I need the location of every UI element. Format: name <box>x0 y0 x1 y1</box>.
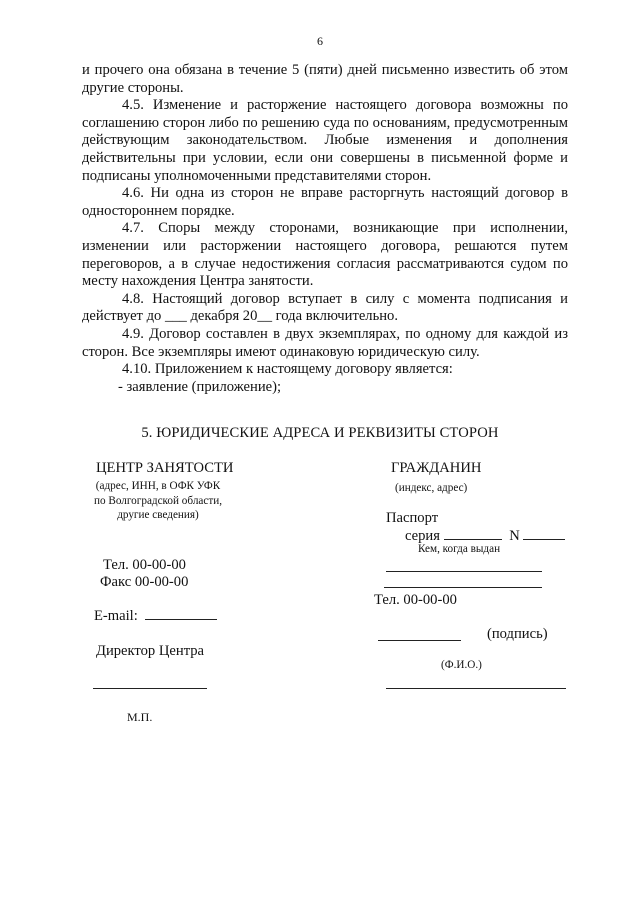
section-heading: 5. ЮРИДИЧЕСКИЕ АДРЕСА И РЕКВИЗИТЫ СТОРОН <box>141 425 499 441</box>
center-email <box>94 607 217 625</box>
issued-line-1[interactable] <box>386 571 542 572</box>
director-label: Директор Центра <box>96 643 205 659</box>
stamp-place: М.П. <box>127 710 153 724</box>
clause-4-8: 4.8. Настоящий договор вступает в силу с момента подписания и действует до ___ декабря 20__ года включительно. <box>82 290 568 325</box>
page-number: 6 <box>317 34 323 48</box>
email-label: E-mail: <box>94 608 138 624</box>
number-label: N <box>509 528 520 544</box>
citizen-fio-line[interactable] <box>386 688 566 689</box>
clause-4-10: 4.10. Приложением к настоящему договору является: <box>122 361 453 378</box>
clause-4-5: 4.5. Изменение и расторжение настоящего договора возможны по соглашению сторон либо по решению суда по основаниям, предусмотренным действующим законодательством. Любые изменения и дополнения действительны при условии, если они совершены в письменной форме и подписаны уполномоченными представителями сторон. <box>82 97 568 184</box>
center-phone: Тел. 00-00-00 <box>103 557 186 573</box>
series-label: серия <box>405 528 440 544</box>
signature-hint: (подпись) <box>487 626 548 642</box>
clause-4-6: 4.6. Ни одна из сторон не вправе расторгнуть настоящий договор в одностороннем порядке. <box>82 185 568 219</box>
citizen-address-hint: (индекс, адрес) <box>395 482 468 494</box>
paragraph-continuation: и прочего она обязана в течение 5 (пяти) дней письменно известить об этом другие стороны. <box>82 62 568 96</box>
email-blank[interactable] <box>145 607 217 620</box>
contract-body <box>82 62 568 396</box>
clause-4-10-item: - заявление (приложение); <box>118 378 282 395</box>
citizen-phone: Тел. 00-00-00 <box>374 592 457 608</box>
citizen-title: ГРАЖДАНИН <box>391 460 482 476</box>
director-signature-line[interactable] <box>93 688 207 689</box>
details-line: по Волгоградской области, <box>93 494 223 507</box>
details-line: другие сведения) <box>117 509 199 522</box>
series-blank[interactable] <box>444 527 502 540</box>
number-blank[interactable] <box>523 527 565 540</box>
fio-hint: (Ф.И.О.) <box>441 659 482 671</box>
center-fax: Факс 00-00-00 <box>100 574 189 590</box>
clause-4-7: 4.7. Споры между сторонами, возникающие при исполнении, изменении или расторжении настоящего договора, решаются путем переговоров, а в случае недостижения согласия рассматриваются судом по месту нахождения Центра занятости. <box>82 220 568 290</box>
clause-4-9: 4.9. Договор составлен в двух экземплярах, по одному для каждой из сторон. Все экземпляры имеют одинаковую юридическую силу. <box>82 325 568 360</box>
passport-issued-hint: Кем, когда выдан <box>418 543 501 555</box>
details-line: (адрес, ИНН, в ОФК УФК <box>95 480 221 492</box>
employment-center-title: ЦЕНТР ЗАНЯТОСТИ <box>96 460 234 476</box>
issued-line-2[interactable] <box>384 587 542 588</box>
employment-center-details <box>78 479 238 523</box>
citizen-signature-line[interactable] <box>378 640 461 641</box>
passport-label: Паспорт <box>386 510 439 526</box>
